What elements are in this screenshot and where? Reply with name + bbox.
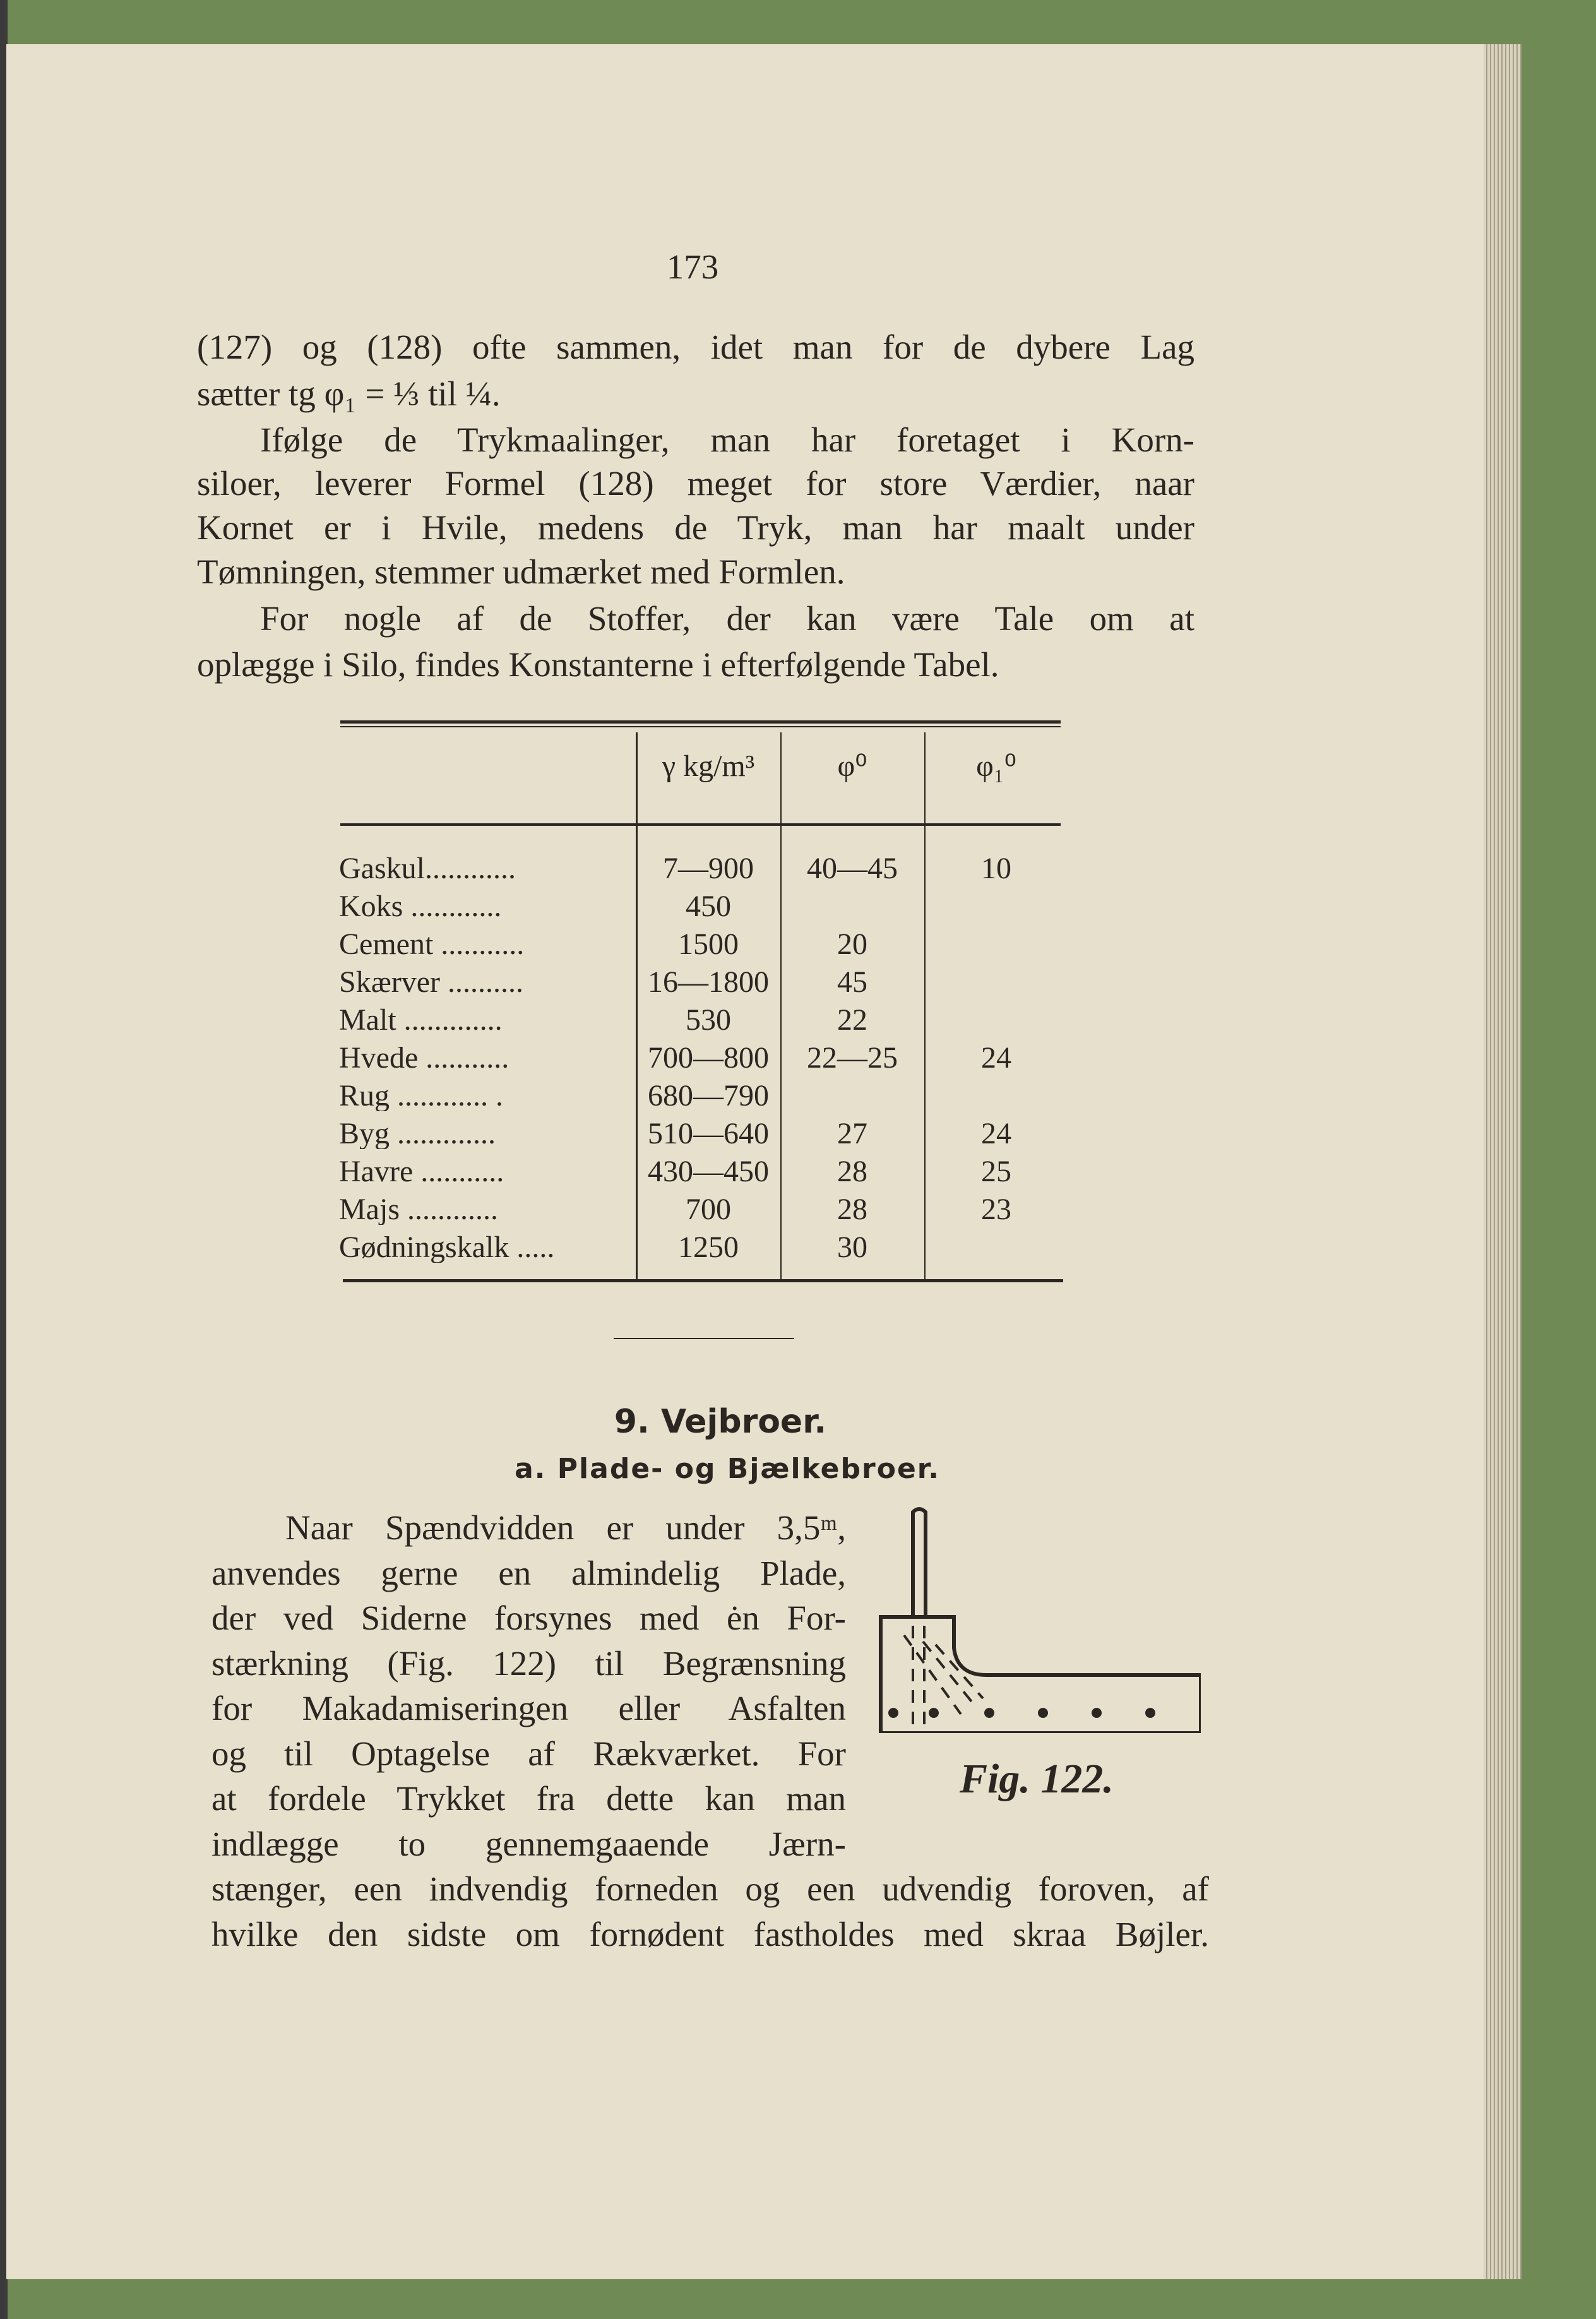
text-line: sætter tg φ₁ = ⅓ til ¼.	[197, 374, 501, 413]
section-subtitle: a. Plade- og Bjælkebroer.	[515, 1453, 940, 1485]
phi1-value: 10	[981, 852, 1011, 885]
gamma-value: 680—790	[648, 1079, 769, 1112]
page-number: 173	[666, 247, 719, 286]
gamma-value: 1250	[678, 1231, 739, 1264]
phi-value: 28	[837, 1155, 867, 1188]
phi-value: 22	[837, 1003, 867, 1037]
text-line: hvilke den sidste om fornødent fastholdes med skraa Bøjler.	[211, 1914, 1209, 1953]
row-label: Hvede ...........	[339, 1043, 509, 1073]
text-line: stænger, een indvendig forneden og een udvendig foroven, af	[211, 1869, 1209, 1908]
column-divider	[636, 732, 638, 1279]
gamma-value: 450	[686, 890, 731, 923]
text-line: (127) og (128) ofte sammen, idet man for de dybere Lag	[197, 328, 1194, 366]
phi-value: 30	[837, 1231, 867, 1264]
row-label: Byg .............	[339, 1119, 496, 1149]
phi1-value: 25	[981, 1155, 1011, 1188]
text-line: oplægge i Silo, findes Konstanterne i efterfølgende Tabel.	[197, 645, 999, 684]
table-rule-bottom	[343, 1279, 1063, 1282]
header-phi1: φ₁⁰	[976, 749, 1016, 783]
phi-value: 45	[837, 965, 867, 999]
text-line: anvendes gerne en almindelig Plade,	[211, 1553, 846, 1592]
row-label: Rug ............ .	[339, 1081, 504, 1111]
phi-value: 27	[837, 1117, 867, 1150]
phi1-value: 24	[981, 1117, 1011, 1150]
text-line: indlægge to gennemgaaende Jærn-	[211, 1824, 846, 1863]
header-phi: φ⁰	[837, 749, 867, 783]
gamma-value: 16—1800	[648, 965, 769, 999]
text-line: Naar Spændvidden er under 3,5ᵐ,	[285, 1508, 846, 1547]
gamma-value: 700	[686, 1193, 731, 1226]
text-line: siloer, leverer Formel (128) meget for store Værdier, naar	[197, 464, 1194, 503]
gamma-value: 530	[686, 1003, 731, 1037]
row-label: Malt .............	[339, 1005, 503, 1035]
text-line: der ved Siderne forsynes med ėn For-	[211, 1599, 846, 1637]
table-header-rule	[340, 823, 1061, 826]
table-rule-top	[340, 720, 1061, 724]
gamma-value: 430—450	[648, 1155, 769, 1188]
text-line: Kornet er i Hvile, medens de Tryk, man har maalt under	[197, 508, 1194, 547]
phi1-value: 24	[981, 1041, 1011, 1075]
text-line: Ifølge de Trykmaalinger, man har foretaget i Korn-	[260, 420, 1194, 459]
text-line: at fordele Trykket fra dette kan man	[211, 1779, 846, 1818]
text-line: og til Optagelse af Rækværket. For	[211, 1734, 846, 1773]
row-label: Majs ............	[339, 1195, 498, 1225]
phi1-value: 23	[981, 1193, 1011, 1226]
gamma-value: 1500	[678, 927, 739, 961]
phi-value: 28	[837, 1193, 867, 1226]
page-edges	[1484, 44, 1522, 2279]
row-label: Skærver ..........	[339, 967, 523, 998]
header-gamma: γ kg/m³	[662, 749, 755, 783]
section-divider	[614, 1338, 794, 1339]
phi-value: 20	[837, 927, 867, 961]
text-line: For nogle af de Stoffer, der kan være Tale om at	[260, 599, 1194, 638]
row-label: Gaskul............	[339, 854, 516, 884]
row-label: Koks ............	[339, 891, 502, 922]
gamma-value: 510—640	[648, 1117, 769, 1150]
phi-value: 22—25	[807, 1041, 898, 1075]
phi-value: 40—45	[807, 852, 898, 885]
column-divider	[924, 732, 926, 1279]
figure-caption: Fig. 122.	[960, 1756, 1114, 1802]
row-label: Cement ...........	[339, 929, 525, 960]
table-rule-top-thin	[340, 726, 1061, 727]
figure-122-drawing	[872, 1506, 1201, 1733]
text-line: stærkning (Fig. 122) til Begrænsning	[211, 1643, 846, 1683]
text-line: Tømningen, stemmer udmærket med Formlen.	[197, 552, 845, 591]
section-title: 9. Vejbroer.	[614, 1403, 827, 1441]
gamma-value: 700—800	[648, 1041, 769, 1075]
text-line: for Makadamiseringen eller Asfalten	[211, 1689, 846, 1727]
row-label: Havre ...........	[339, 1157, 504, 1187]
gamma-value: 7—900	[663, 852, 754, 885]
column-divider	[780, 732, 782, 1279]
row-label: Gødningskalk .....	[339, 1232, 555, 1263]
